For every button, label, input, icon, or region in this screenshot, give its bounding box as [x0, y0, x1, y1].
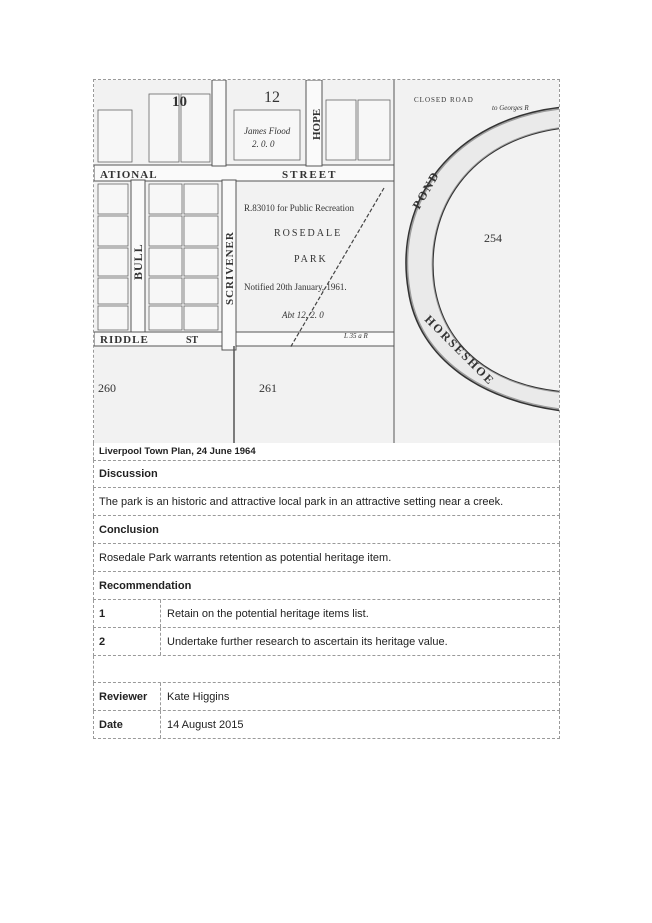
map-notified: Notified 20th January, 1961.: [244, 282, 347, 292]
map-lot-260: 260: [98, 381, 116, 395]
heritage-assessment-sheet: [93, 79, 560, 739]
map-park: PARK: [294, 254, 328, 265]
recommendation-number: 1: [94, 600, 161, 627]
map-bull-street: BULL: [131, 243, 145, 280]
conclusion-heading: Conclusion: [93, 516, 560, 544]
recommendation-heading: Recommendation: [93, 572, 560, 600]
date-label: Date: [94, 711, 161, 738]
reviewer-row: [93, 683, 560, 711]
map-riddle-st: ST: [186, 335, 199, 346]
recommendation-text: Retain on the potential heritage items list.: [167, 607, 369, 620]
town-plan-map: [93, 79, 560, 443]
map-drawing: [94, 80, 560, 443]
spacer-row: [93, 656, 560, 683]
map-lot-254: 254: [484, 231, 502, 245]
map-l35: L 35 a R: [344, 332, 368, 340]
map-street: STREET: [282, 169, 338, 181]
map-reserve: R.83010 for Public Recreation: [244, 203, 354, 213]
map-scrivener-street: SCRIVENER: [224, 231, 236, 305]
map-to-georges: to Georges R: [492, 104, 529, 112]
map-national-street: ATIONAL: [100, 169, 158, 181]
recommendation-number: 2: [94, 628, 161, 655]
map-lot-12: 12: [264, 89, 280, 106]
map-horseshoe: HORSESHOE: [421, 312, 498, 389]
map-area: Abt 12. 2. 0: [282, 310, 324, 320]
map-lot-10: 10: [172, 94, 187, 110]
map-james-flood-area: 2. 0. 0: [252, 139, 275, 149]
recommendation-item: [93, 628, 560, 656]
discussion-heading: Discussion: [93, 460, 560, 488]
conclusion-text: Rosedale Park warrants retention as potential heritage item.: [93, 544, 560, 572]
recommendation-item: [93, 600, 560, 628]
map-pond: POND: [409, 168, 443, 212]
reviewer-label: Reviewer: [94, 683, 161, 710]
map-lot-261: 261: [259, 381, 277, 395]
map-james-flood: James Flood: [244, 126, 291, 136]
map-closed-road: CLOSED ROAD: [414, 96, 474, 104]
map-riddle-street: RIDDLE: [100, 334, 149, 346]
recommendation-text: Undertake further research to ascertain its heritage value.: [167, 635, 448, 648]
map-rosedale: ROSEDALE: [274, 228, 343, 239]
map-caption: Liverpool Town Plan, 24 June 1964: [93, 443, 560, 460]
discussion-text: The park is an historic and attractive local park in an attractive setting near a creek.: [93, 488, 560, 516]
reviewer-value: Kate Higgins: [167, 690, 230, 703]
date-row: [93, 711, 560, 739]
map-hope-street: HOPE: [311, 108, 323, 140]
date-value: 14 August 2015: [167, 718, 244, 731]
